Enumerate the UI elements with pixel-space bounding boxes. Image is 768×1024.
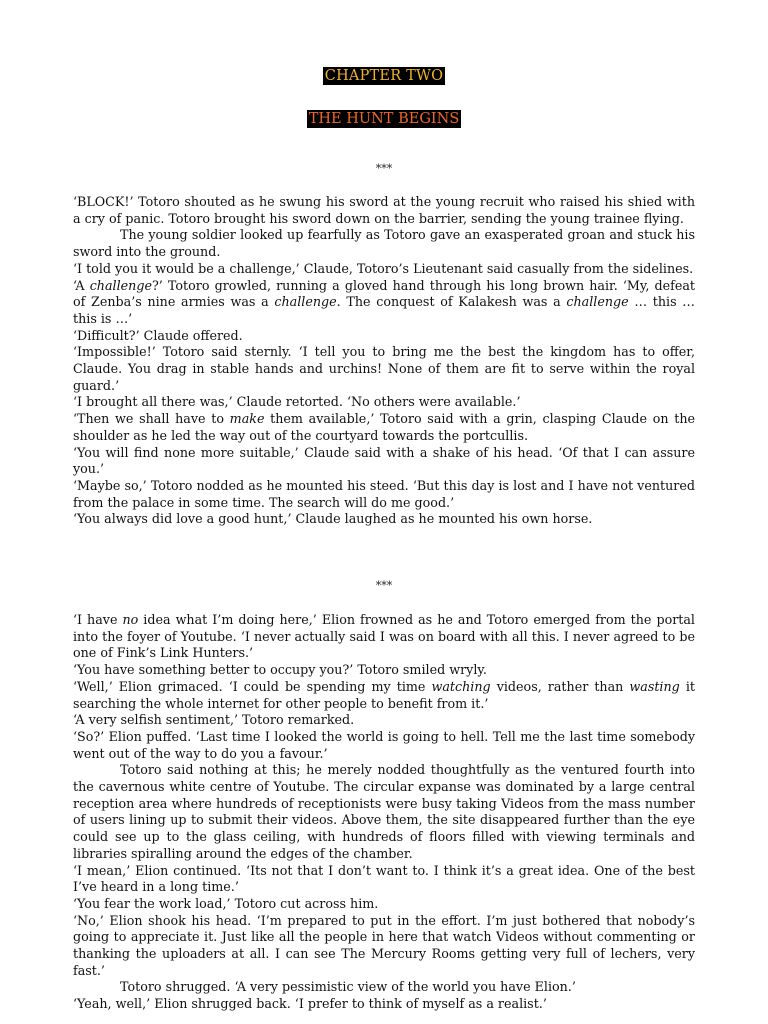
paragraph-text: ‘You will find none more suitable,’ Claude said with a shake of his head. ‘Of that I can assure you.’ (73, 444, 695, 477)
paragraph-text: ‘I brought all there was,’ Claude retorted. ‘No others were available.’ (73, 394, 521, 410)
paragraph (73, 712, 695, 729)
paragraph (73, 913, 695, 980)
paragraph (73, 612, 695, 662)
paragraph-text: ‘A (73, 277, 90, 293)
paragraph-text: ‘So?’ Elion puffed. ‘Last time I looked the world is going to hell. Tell me the last time somebody went out of the way to do you a favour.’ (73, 728, 695, 761)
paragraph (73, 478, 695, 511)
paragraph-text: ‘You always did love a good hunt,’ Claude laughed as he mounted his own horse. (73, 511, 593, 527)
paragraph-text: Totoro shrugged. ‘A very pessimistic view of the world you have Elion.’ (120, 979, 576, 995)
paragraph (73, 344, 695, 394)
paragraph-text: ‘Maybe so,’ Totoro nodded as he mounted his steed. ‘But this day is lost and I have not ventured from the palace in some time. The search will do me good.’ (73, 477, 695, 510)
paragraph-text: ‘I have (73, 612, 123, 627)
section-two-text (73, 612, 695, 1013)
chapter-heading-wrap (0, 65, 768, 85)
emphasis-text: watching (431, 678, 491, 694)
paragraph-text: . The conquest of Kalakesh was a (336, 294, 567, 310)
paragraph (73, 996, 695, 1013)
emphasis-text: challenge (89, 277, 152, 293)
emphasis-text: no (122, 612, 139, 627)
paragraph-text: ‘You have something better to occupy you?’ Totoro smiled wryly. (73, 662, 487, 678)
paragraph-text: ‘A very selfish sentiment,’ Totoro remarked. (73, 712, 355, 728)
section-one-text (73, 194, 695, 528)
paragraph-text: them available,’ Totoro said with a grin, clasping Claude on the shoulder as he led the way out of the courtyard towards the portcullis. (73, 411, 696, 443)
paragraph (73, 979, 695, 996)
paragraph-text: ‘I mean,’ Elion continued. ‘Its not that I don’t want to. I think it’s a great idea. One of the best I’ve heard in a long time.’ (73, 862, 695, 895)
paragraph (73, 328, 695, 345)
chapter-heading: CHAPTER TWO (324, 68, 444, 84)
paragraph (73, 278, 695, 328)
paragraph-text: idea what I’m doing here,’ Elion frowned as he and Totoro emerged from the portal into the foyer of Youtube. ‘I never actually said I was on board with all this. I never agreed to be one of Fink’s Link Hunters.’ (73, 612, 695, 661)
paragraph-text: ?’ Totoro growled, running a gloved hand through his long brown hair. ‘My, defeat of Zenba’s nine armies was a (73, 277, 696, 310)
section-separator: *** (375, 162, 393, 175)
paragraph (73, 762, 695, 862)
paragraph (73, 194, 695, 227)
paragraph-text: … this … this is …’ (73, 294, 695, 326)
paragraph (73, 394, 695, 411)
paragraph-text: The young soldier looked up fearfully as Totoro gave an exasperated groan and stuck his sword into the ground. (73, 227, 695, 260)
emphasis-text: make (229, 411, 265, 427)
chapter-title: THE HUNT BEGINS (308, 111, 460, 127)
emphasis-text: challenge (566, 294, 629, 310)
paragraph (73, 445, 695, 478)
paragraph (73, 511, 695, 528)
paragraph-text: ‘Impossible!’ Totoro said sternly. ‘I tell you to bring me the best the kingdom has to offer, Claude. You drag in stable hands and urchins! None of them are fit to serve within the royal guard.’ (73, 344, 695, 393)
chapter-title-wrap (0, 108, 768, 128)
paragraph-text: videos, rather than (490, 678, 630, 694)
paragraph-text: ‘I told you it would be a challenge,’ Claude, Totoro’s Lieutenant said casually from the sidelines. (73, 260, 694, 276)
paragraph (73, 662, 695, 679)
paragraph (73, 679, 695, 712)
paragraph-text: ‘BLOCK!’ Totoro shouted as he swung his sword at the young recruit who raised his shied with a cry of panic. Totoro brought his sword down on the barrier, sending the young trainee flying. (73, 194, 695, 226)
emphasis-text: challenge (274, 294, 337, 310)
section-separator: *** (375, 579, 393, 592)
paragraph (73, 227, 695, 260)
paragraph (73, 863, 695, 896)
paragraph-text: ‘You fear the work load,’ Totoro cut across him. (73, 895, 379, 911)
paragraph-text: ‘Then we shall have to (73, 411, 230, 427)
paragraph (73, 411, 695, 444)
paragraph-text: ‘Yeah, well,’ Elion shrugged back. ‘I prefer to think of myself as a realist.’ (73, 996, 547, 1012)
paragraph (73, 261, 695, 278)
paragraph (73, 896, 695, 913)
paragraph-text: ‘No,’ Elion shook his head. ‘I’m prepared to put in the effort. I’m just bothered that nobody’s going to appreciate it. Just like all the people in here that watch Videos without commenting or thanking the uploaders at all. I can see The Mercury Rooms getting very full of lechers, very fast.’ (73, 912, 695, 978)
paragraph-text: ‘Difficult?’ Claude offered. (73, 327, 243, 343)
paragraph (73, 729, 695, 762)
paragraph-text: ‘Well,’ Elion grimaced. ‘I could be spending my time (73, 678, 432, 694)
paragraph-text: it searching the whole internet for other people to benefit from it.’ (73, 678, 695, 711)
paragraph-text: Totoro said nothing at this; he merely nodded thoughtfully as the ventured fourth into the cavernous white centre of Youtube. The circular expanse was dominated by a large central reception area where hundreds of receptionists were busy taking Videos from the mass number of users lining up to submit their videos. Above them, the site disappeared further than the eye could see up to the glass ceiling, with hundreds of floors filled with viewing terminals and libraries spiralling around the edges of the chamber. (73, 762, 695, 861)
emphasis-text: wasting (629, 678, 680, 694)
